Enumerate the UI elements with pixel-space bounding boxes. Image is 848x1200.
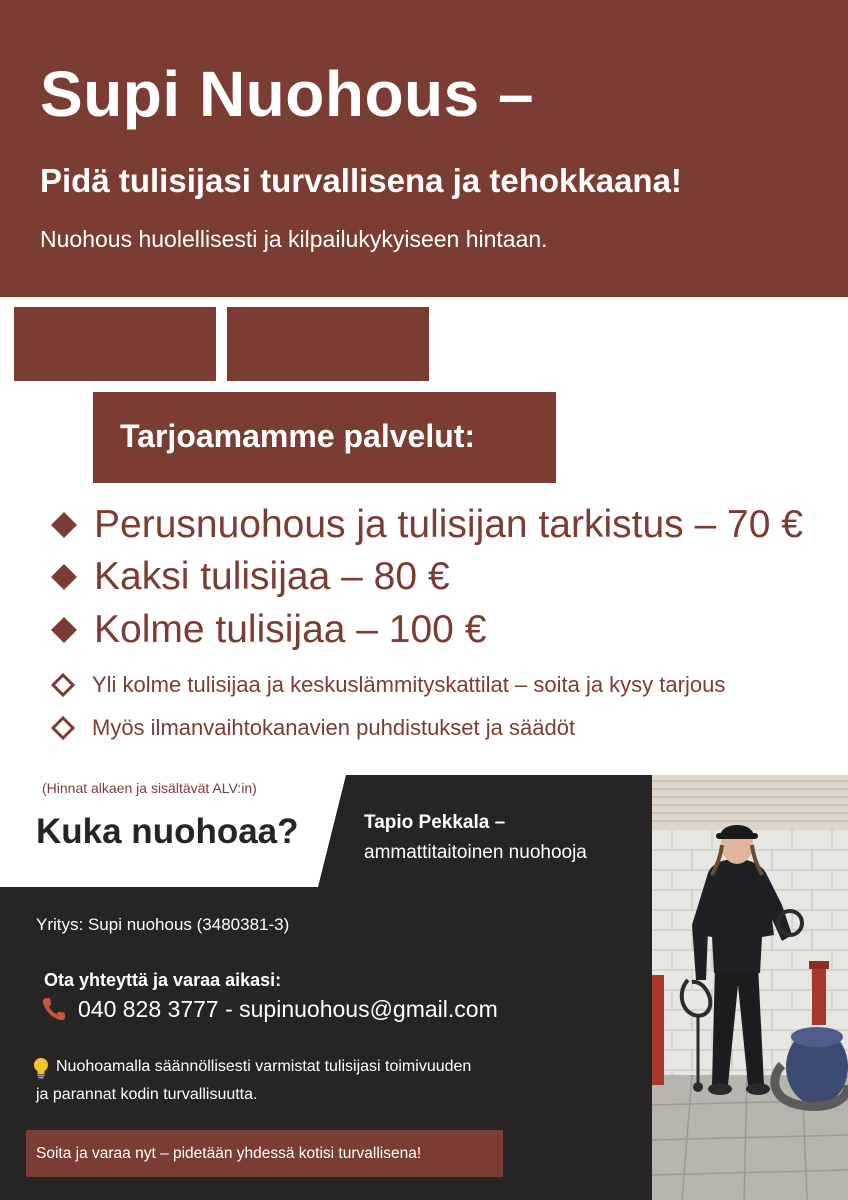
service-item [50,715,575,741]
service-item-label: Yli kolme tulisijaa ja keskuslämmityskattilat – soita ja kysy tarjous [92,672,726,697]
service-item [50,610,486,649]
service-item [50,557,450,596]
phone-email[interactable]: 040 828 3777 - supinuohous@gmail.com [78,995,498,1022]
tip-text-line2: ja parannat kodin turvallisuutta. [36,1086,258,1103]
phone-icon [40,995,68,1023]
decor-brick-right [227,307,429,381]
service-item-label: Perusnuohous ja tulisijan tarkistus – 70 € [94,503,803,546]
page-subtitle: Pidä tulisijasi turvallisena ja tehokkaana! [40,162,682,199]
about-heading: Kuka nuohoaa? [36,812,299,851]
lightbulb-icon [32,1057,50,1079]
service-item-label: Myös ilmanvaihtokanavien puhdistukset ja säädöt [92,715,576,740]
header-banner [0,0,848,297]
sweep-photo [652,775,848,1200]
services-heading: Tarjoamamme palvelut: [120,418,476,454]
page-title: Supi Nuohous – [40,58,535,130]
service-item [50,672,725,698]
contact-line [40,995,498,1023]
price-note: (Hinnat alkaen ja sisältävät ALV:in) [42,780,257,796]
filled-diamond-icon [50,616,78,644]
tagline: Nuohous huolellisesti ja kilpailukykyiseen hintaan. [40,226,548,252]
service-item-label: Kaksi tulisijaa – 80 € [94,555,450,598]
outline-diamond-icon [50,672,76,698]
company-info: Yritys: Supi nuohous (3480381-3) [36,915,290,934]
decor-brick-left [14,307,216,381]
contact-heading: Ota yhteyttä ja varaa aikasi: [44,970,282,990]
service-item [50,505,803,544]
service-item-label: Kolme tulisijaa – 100 € [94,608,487,651]
cta-banner [26,1130,503,1177]
filled-diamond-icon [50,511,78,539]
filled-diamond-icon [50,563,78,591]
person-title: ammattitaitoinen nuohooja [364,842,587,863]
cta-text: Soita ja varaa nyt – pidetään yhdessä kotisi turvallisena! [36,1144,422,1162]
outline-diamond-icon [50,715,76,741]
person-name: Tapio Pekkala – [364,812,506,833]
tip-text-line1: Nuohoamalla säännöllisesti varmistat tulisijasi toimivuuden [56,1058,472,1075]
